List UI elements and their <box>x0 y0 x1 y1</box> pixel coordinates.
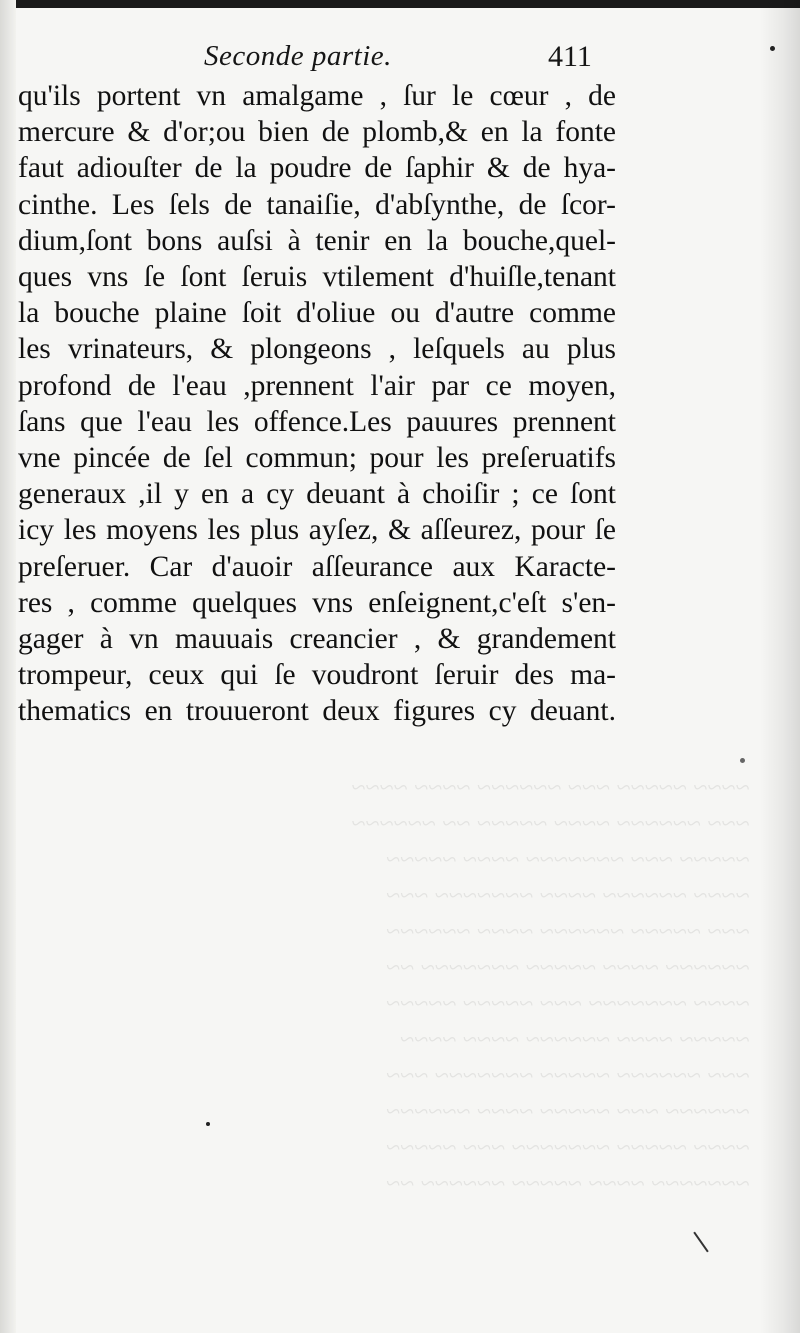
text-line: qu'ils portent vn amalgame , ſur le cœur , de <box>18 80 616 112</box>
ink-speck <box>740 758 745 763</box>
page-right-edge-shadow <box>760 0 800 1333</box>
body-text <box>18 78 616 730</box>
text-line: mercure & d'or;ou bien de plomb,& en la fonte <box>18 116 616 149</box>
text-line: faut adiouſter de la poudre de ſaphir & de hya- <box>18 152 616 185</box>
text-line: dium,ſont bons auſsi à tenir en la bouche,quel- <box>18 224 616 257</box>
running-title: Seconde partie. <box>204 40 392 72</box>
text-line: ques vns ſe ſont ſeruis vtilement d'huiſle,tenant <box>18 261 616 294</box>
page-gutter-shadow <box>0 0 16 1333</box>
text-line: cinthe. Les ſels de tanaiſie, d'abſynthe, de ſcor- <box>18 188 616 221</box>
running-head <box>0 40 800 80</box>
text-line: profond de l'eau ,prennent l'air par ce moyen, <box>18 369 616 402</box>
page-top-edge <box>0 0 800 8</box>
text-line: thematics en trouueront deux figures cy deuant. <box>18 695 616 728</box>
text-line: la bouche plaine ſoit d'oliue ou d'autre comme <box>18 297 616 330</box>
text-line: res , comme quelques vns enſeignent,c'eſt s'en- <box>18 586 616 619</box>
text-line: preſeruer. Car d'auoir aſſeurance aux Karactе- <box>18 550 616 583</box>
text-line: icy les moyens les plus ayſez, & aſſeurez, pour ſe <box>18 514 616 547</box>
ink-speck <box>206 1122 210 1126</box>
text-line: generaux ,il y en a cy deuant à choiſir ; ce ſont <box>18 478 616 511</box>
margin-scratch <box>693 1232 708 1253</box>
page-number: 411 <box>548 40 592 73</box>
show-through-texture: ~~~~ ~~~~~ ~~~ ~~~~~~ ~~~~ ~~~~ ~~~ ~~~~~~ ~~~~ ~~~~~ ~~ ~~~~~~ ~~~~~ ~~~ ~~~~~~~ ~~~~ ~~~~~ ~~~~ ~~~~~~ ~~~~ ~~~~~~~ ~~~ ~~~ ~~~~~ ~~~~~~ ~~~~ ~~~~~~ ~~~~~~ ~~~~ ~~~~~ ~~~~~~~ ~~ ~~~~ ~~~~~~~ ~~~ ~~~~~ ~~~~~ ~~~~~ ~~~~ ~~~~~~ ~~~~ ~~~~ ~~~ ~~~~~~ ~~~~~ ~~~~~~~ ~~~ ~~~~~~ ~~~ ~~~~~ ~~~~ ~~~~~~ ~~~~ ~~~~~ ~~~~~~~ ~~~ ~~~~~ ~~~~~~~ ~~~~ ~~~~~ ~~~~~~ ~~ <box>351 773 750 1198</box>
text-line: gager à vn mauuais creancier , & grandement <box>18 623 616 656</box>
text-line: ſans que l'eau les offence.Les pauures prennent <box>18 405 616 438</box>
text-line: les vrinateurs, & plongeons , leſquels au plus <box>18 333 616 366</box>
ink-speck <box>770 46 775 51</box>
text-line: trompeur, ceux qui ſe voudront ſeruir des ma- <box>18 659 616 692</box>
text-line: vne pincée de ſel commun; pour les preſeruatifs <box>18 442 616 475</box>
